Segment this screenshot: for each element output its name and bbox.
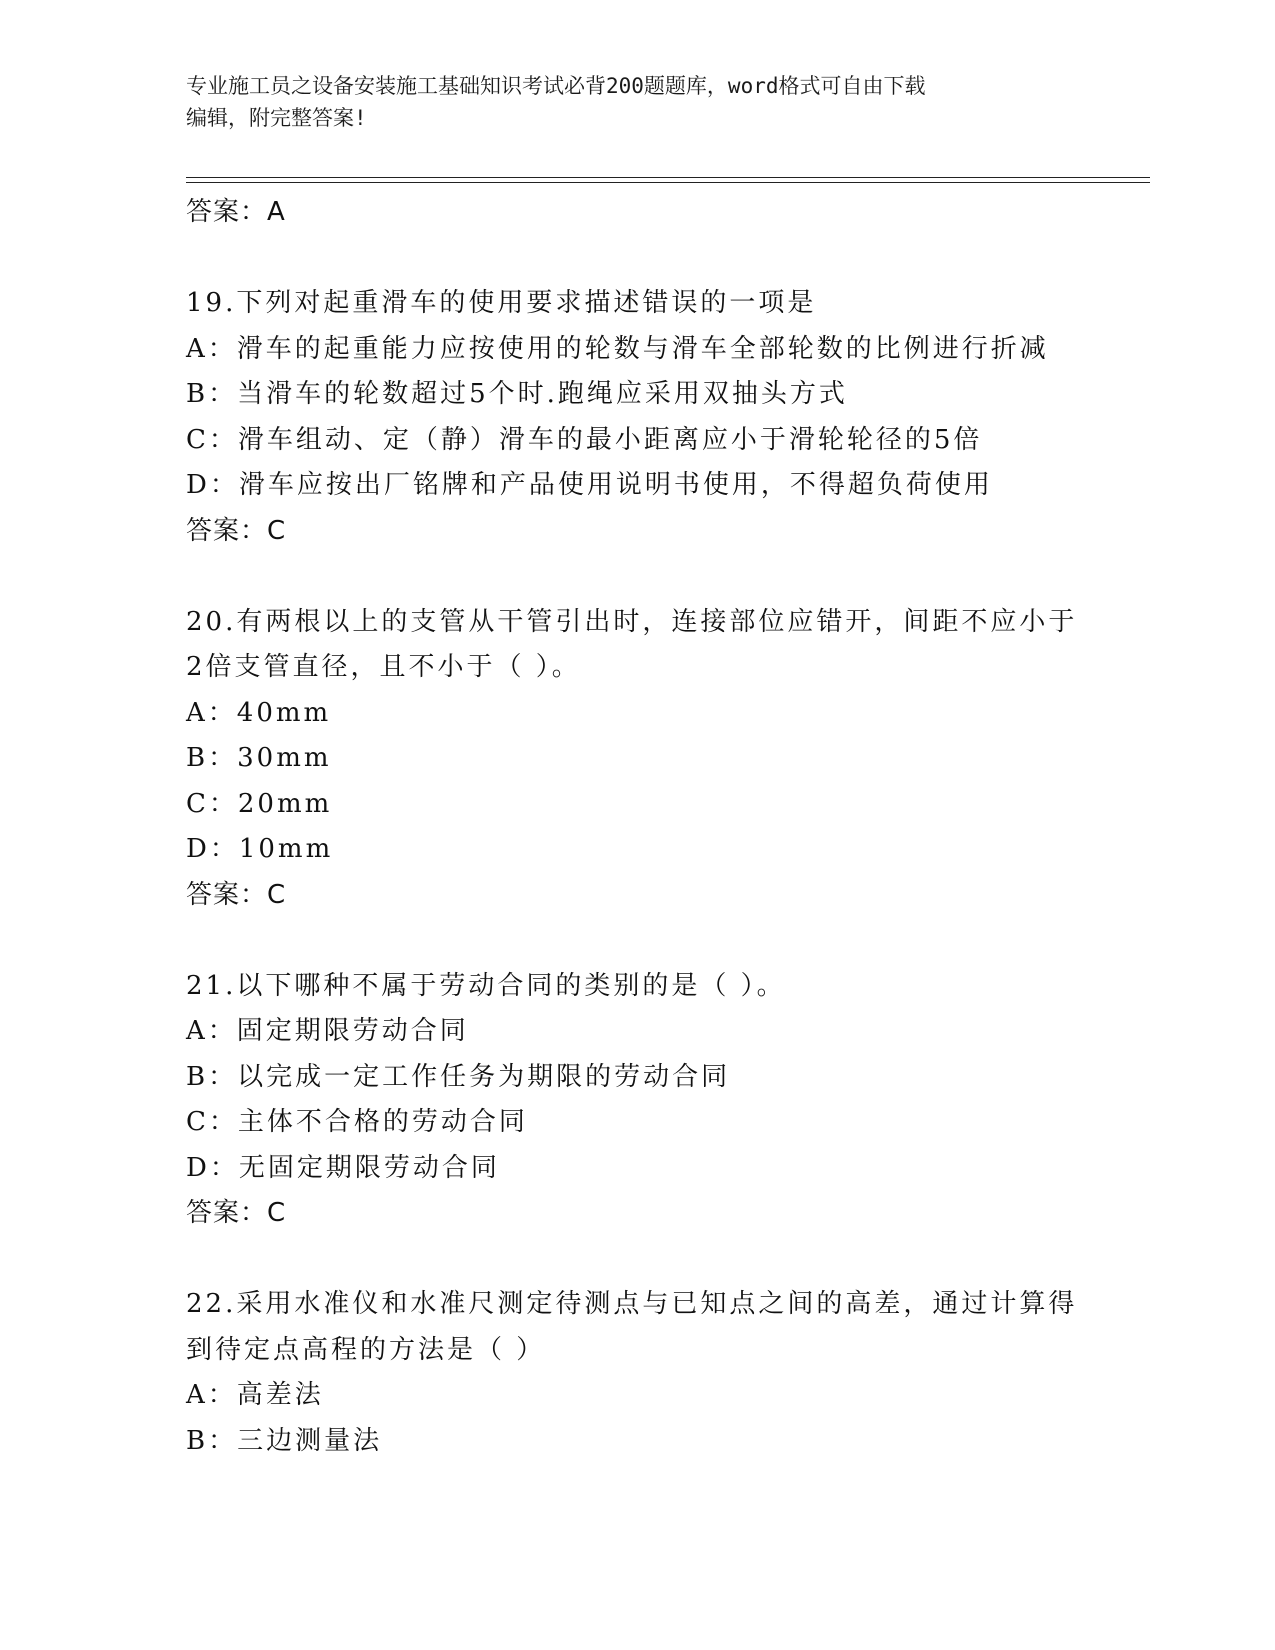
question-stem: 20.有两根以上的支管从干管引出时，连接部位应错开，间距不应小于 <box>186 606 1078 637</box>
question-stem: 22.采用水准仪和水准尺测定待测点与已知点之间的高差，通过计算得 <box>186 1289 1078 1319</box>
option-b: B：30mm <box>186 743 332 773</box>
question-21 <box>186 964 1126 1237</box>
option-a: A：滑车的起重能力应按使用的轮数与滑车全部轮数的比例进行折减 <box>186 333 1049 364</box>
question-list <box>186 190 1126 1464</box>
option-a: A：40mm <box>186 697 332 728</box>
option-c: C：20mm <box>186 788 333 819</box>
option-a: A：固定期限劳动合同 <box>186 1016 469 1046</box>
answer-line: 答案：A <box>186 197 286 227</box>
header-line-1: 专业施工员之设备安装施工基础知识考试必背200题题库，word格式可自由下载 <box>186 74 926 98</box>
option-d: D：滑车应按出厂铭牌和产品使用说明书使用，不得超负荷使用 <box>186 470 993 500</box>
question-stem-continued: 2倍支管直径，且不小于（ ）。 <box>186 652 581 682</box>
header-divider-bottom <box>186 182 1150 183</box>
header-line-2: 编辑，附完整答案! <box>186 106 367 130</box>
answer-line: 答案：C <box>186 879 287 910</box>
question-22 <box>186 1282 1126 1464</box>
document-header <box>186 70 1066 134</box>
spacer <box>186 236 1126 282</box>
option-a: A：高差法 <box>186 1380 324 1410</box>
answer-line: 答案：C <box>186 515 287 546</box>
question-stem-continued: 到待定点高程的方法是（ ） <box>186 1334 546 1365</box>
header-divider-top <box>186 177 1150 178</box>
question-stem: 19.下列对起重滑车的使用要求描述错误的一项是 <box>186 288 817 318</box>
option-d: D：无固定期限劳动合同 <box>186 1152 500 1183</box>
option-c: C：主体不合格的劳动合同 <box>186 1107 528 1137</box>
answer-line: 答案：C <box>186 1198 287 1228</box>
option-b: B：当滑车的轮数超过5个时.跑绳应采用双抽头方式 <box>186 379 848 409</box>
question-20 <box>186 600 1126 919</box>
option-d: D：10mm <box>186 834 334 864</box>
option-b: B：三边测量法 <box>186 1425 383 1456</box>
spacer <box>186 918 1126 964</box>
option-b: B：以完成一定工作任务为期限的劳动合同 <box>186 1061 731 1092</box>
option-c: C：滑车组动、定（静）滑车的最小距离应小于滑轮轮径的5倍 <box>186 424 983 455</box>
question-stem: 21.以下哪种不属于劳动合同的类别的是（ ）。 <box>186 970 786 1001</box>
spacer <box>186 1237 1126 1283</box>
question-19 <box>186 281 1126 554</box>
spacer <box>186 554 1126 600</box>
